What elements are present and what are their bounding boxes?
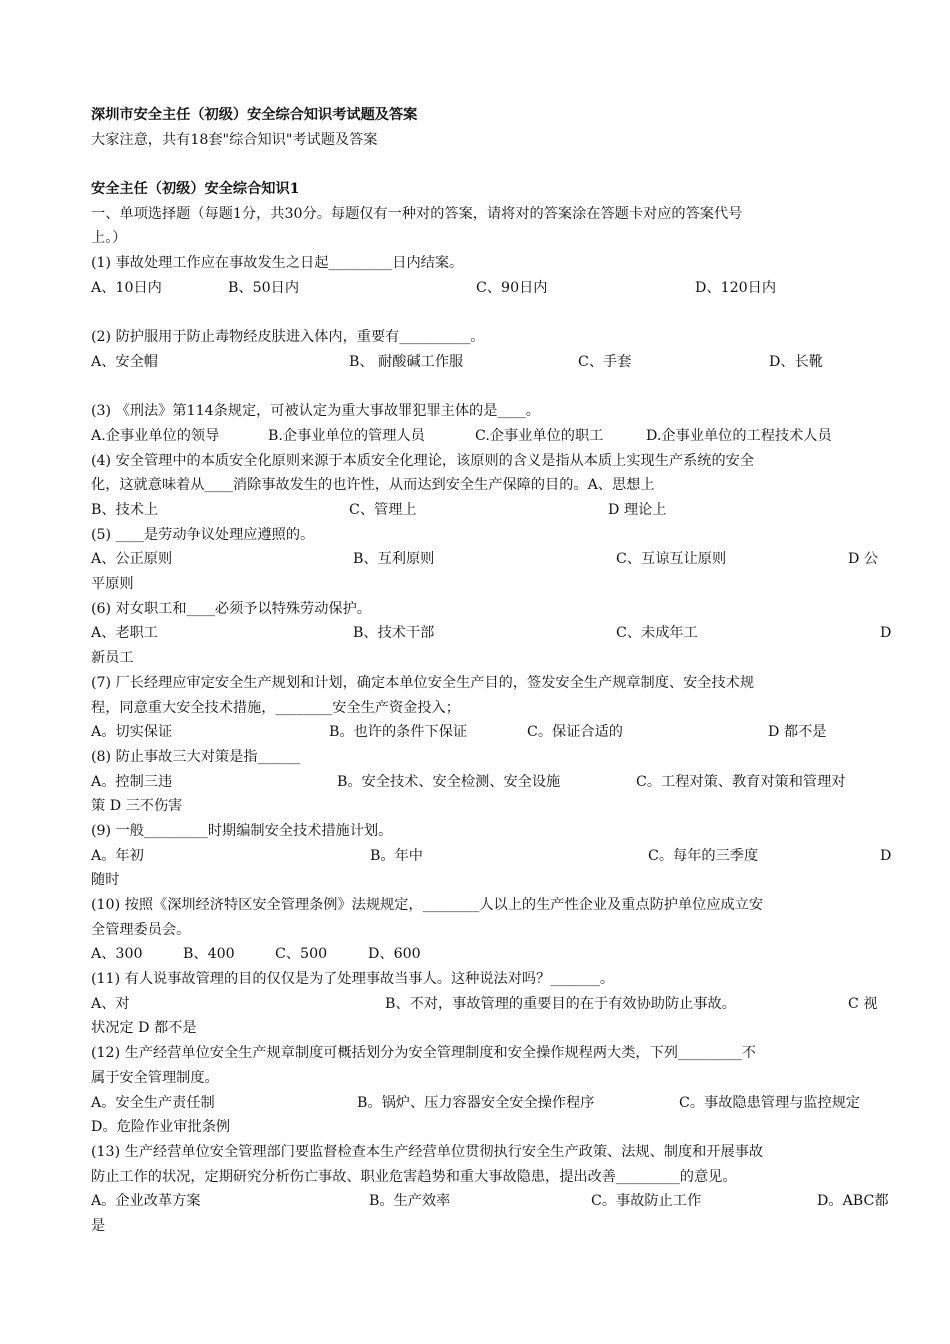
option: C、互谅互让原则 (616, 551, 727, 568)
option: B。年中 (370, 847, 423, 864)
question-13-options (91, 1189, 891, 1214)
option: D。ABC都 (817, 1193, 889, 1210)
option: D.企事业单位的工程技术人员 (646, 427, 832, 444)
question-8-stem: (8) 防止事故三大对策是指______ (91, 748, 301, 765)
question-13-stem-cont: 防止工作的状况，定期研究分析伤亡事故、职业危害趋势和重大事故隐患，提出改善_________的意见。 (91, 1168, 737, 1185)
question-11-options (91, 992, 891, 1017)
question-10-stem-cont: 全管理委员会。 (91, 921, 191, 938)
option: D、600 (368, 946, 421, 963)
question-3-stem: (3) 《刑法》第114条规定，可被认定为重大事故罪犯罪主体的是____。 (91, 403, 540, 420)
question-7-stem: (7) 厂长经理应审定安全生产规划和计划，确定本单位安全生产目的，签发安全生产规章制度、安全技术规 (91, 674, 755, 691)
option: C。每年的三季度 (648, 847, 759, 864)
option: B。安全技术、安全检测、安全设施 (337, 773, 561, 790)
option: A、300 (91, 946, 143, 963)
option: A。年初 (91, 847, 144, 864)
document-notice: 大家注意，共有18套"综合知识"考试题及答案 (91, 131, 378, 148)
question-13-tail: 是 (91, 1217, 106, 1234)
question-4-options (91, 498, 891, 523)
option: C.企事业单位的职工 (475, 427, 604, 444)
question-9-stem: (9) 一般_________时期编制安全技术措施计划。 (91, 822, 393, 839)
option: A、公正原则 (91, 551, 173, 568)
question-12-stem-cont: 属于安全管理制度。 (91, 1069, 219, 1086)
option: A、对 (91, 995, 130, 1012)
question-5-stem: (5) ____是劳动争议处理应遵照的。 (91, 526, 315, 543)
question-8-tail: 策 D 三不伤害 (91, 798, 183, 815)
option: C 视 (848, 995, 878, 1012)
question-10-stem: (10) 按照《深圳经济特区安全管理条例》法规规定，________人以上的生产性企业及重点防护单位应成立安 (91, 897, 764, 913)
question-8-options (91, 770, 891, 795)
option: B、50日内 (228, 279, 300, 296)
option: B.企事业单位的管理人员 (268, 427, 425, 444)
option: D 理论上 (608, 502, 667, 518)
question-2-stem: (2) 防护服用于防止毒物经皮肤进入体内，重要有__________。 (91, 329, 485, 346)
option: C、500 (275, 946, 328, 963)
option: A、10日内 (91, 279, 162, 296)
option: B、技术干部 (353, 625, 435, 642)
question-6-options (91, 621, 891, 646)
question-11-stem: (11) 有人说事故管理的目的仅仅是为了处理事故当事人。这种说法对吗？_______。 (91, 971, 615, 988)
option: D 都不是 (768, 724, 827, 741)
option: A。控制三违 (91, 773, 173, 790)
option: B。生产效率 (369, 1193, 451, 1210)
question-4-stem-cont: 化，这就意味着从____消除事故发生的也许性，从而达到安全生产保障的目的。A、思想上 (91, 477, 655, 494)
question-12-options (91, 1091, 891, 1116)
option: D (880, 625, 892, 642)
option: C。事故防止工作 (591, 1193, 702, 1210)
option: C、管理上 (349, 502, 417, 518)
question-3-options (91, 424, 891, 449)
document-page (91, 103, 891, 1239)
option: D、长靴 (769, 353, 823, 370)
option: C。保证合适的 (527, 724, 623, 741)
option: C、未成年工 (616, 625, 698, 642)
question-10-options (91, 942, 891, 967)
question-6-tail: 新员工 (91, 650, 134, 667)
option: B、技术上 (91, 502, 159, 518)
option: B。也许的条件下保证 (329, 724, 468, 741)
option: A。安全生产责任制 (91, 1094, 215, 1111)
option: A、安全帽 (91, 353, 158, 370)
option: C、手套 (578, 353, 632, 370)
question-13-stem: (13) 生产经营单位安全管理部门要监督检查本生产经营单位贯彻执行安全生产政策、法规、制度和开展事故 (91, 1143, 764, 1160)
option: B、 耐酸碱工作服 (349, 353, 464, 370)
option: A。切实保证 (91, 724, 173, 741)
question-4-stem: (4) 安全管理中的本质安全化原则来源于本质安全化理论，该原则的含义是指从本质上实现生产系统的安全 (91, 452, 755, 469)
option: D 公 (848, 551, 879, 568)
option: D (880, 847, 892, 864)
option: C、90日内 (476, 279, 548, 296)
question-6-stem: (6) 对女职工和____必须予以特殊劳动保护。 (91, 600, 371, 617)
question-12-stem: (12) 生产经营单位安全生产规章制度可概括划分为安全管理制度和安全操作规程两大类，下列_________不 (91, 1045, 756, 1062)
option: A、老职工 (91, 625, 158, 642)
section-title: 安全主任（初级）安全综合知识1 (91, 181, 300, 198)
question-2-options (91, 350, 891, 375)
question-9-tail: 随时 (91, 872, 120, 889)
question-1-options (91, 276, 891, 301)
option: D、120日内 (695, 279, 777, 296)
section-instruction-cont: 上。） (91, 230, 127, 247)
question-9-options (91, 844, 891, 869)
option: B、不对，事故管理的重要目的在于有效协助防止事故。 (385, 995, 736, 1012)
question-5-tail: 平原则 (91, 576, 134, 593)
question-7-options (91, 720, 891, 745)
option: B。锅炉、压力容器安全安全操作程序 (357, 1094, 595, 1111)
question-7-stem-cont: 程，同意重大安全技术措施，________安全生产资金投入； (91, 699, 460, 716)
option: B、400 (183, 946, 235, 963)
question-5-options (91, 547, 891, 572)
section-instruction: 一、单项选择题（每题1分，共30分。每题仅有一种对的答案，请将对的答案涂在答题卡对应的答案代号 (91, 205, 743, 222)
option: C。工程对策、教育对策和管理对 (636, 773, 846, 790)
question-1-stem: (1) 事故处理工作应在事故发生之日起_________日内结案。 (91, 255, 464, 272)
question-11-tail: 状况定 D 都不是 (91, 1020, 197, 1037)
option: B、互利原则 (353, 551, 435, 568)
option: A。企业改革方案 (91, 1193, 201, 1210)
option: C。事故隐患管理与监控规定 (679, 1094, 861, 1111)
document-title: 深圳市安全主任（初级）安全综合知识考试题及答案 (91, 107, 418, 123)
option: A.企事业单位的领导 (91, 427, 220, 444)
question-12-tail: D。危险作业审批条例 (91, 1119, 231, 1136)
